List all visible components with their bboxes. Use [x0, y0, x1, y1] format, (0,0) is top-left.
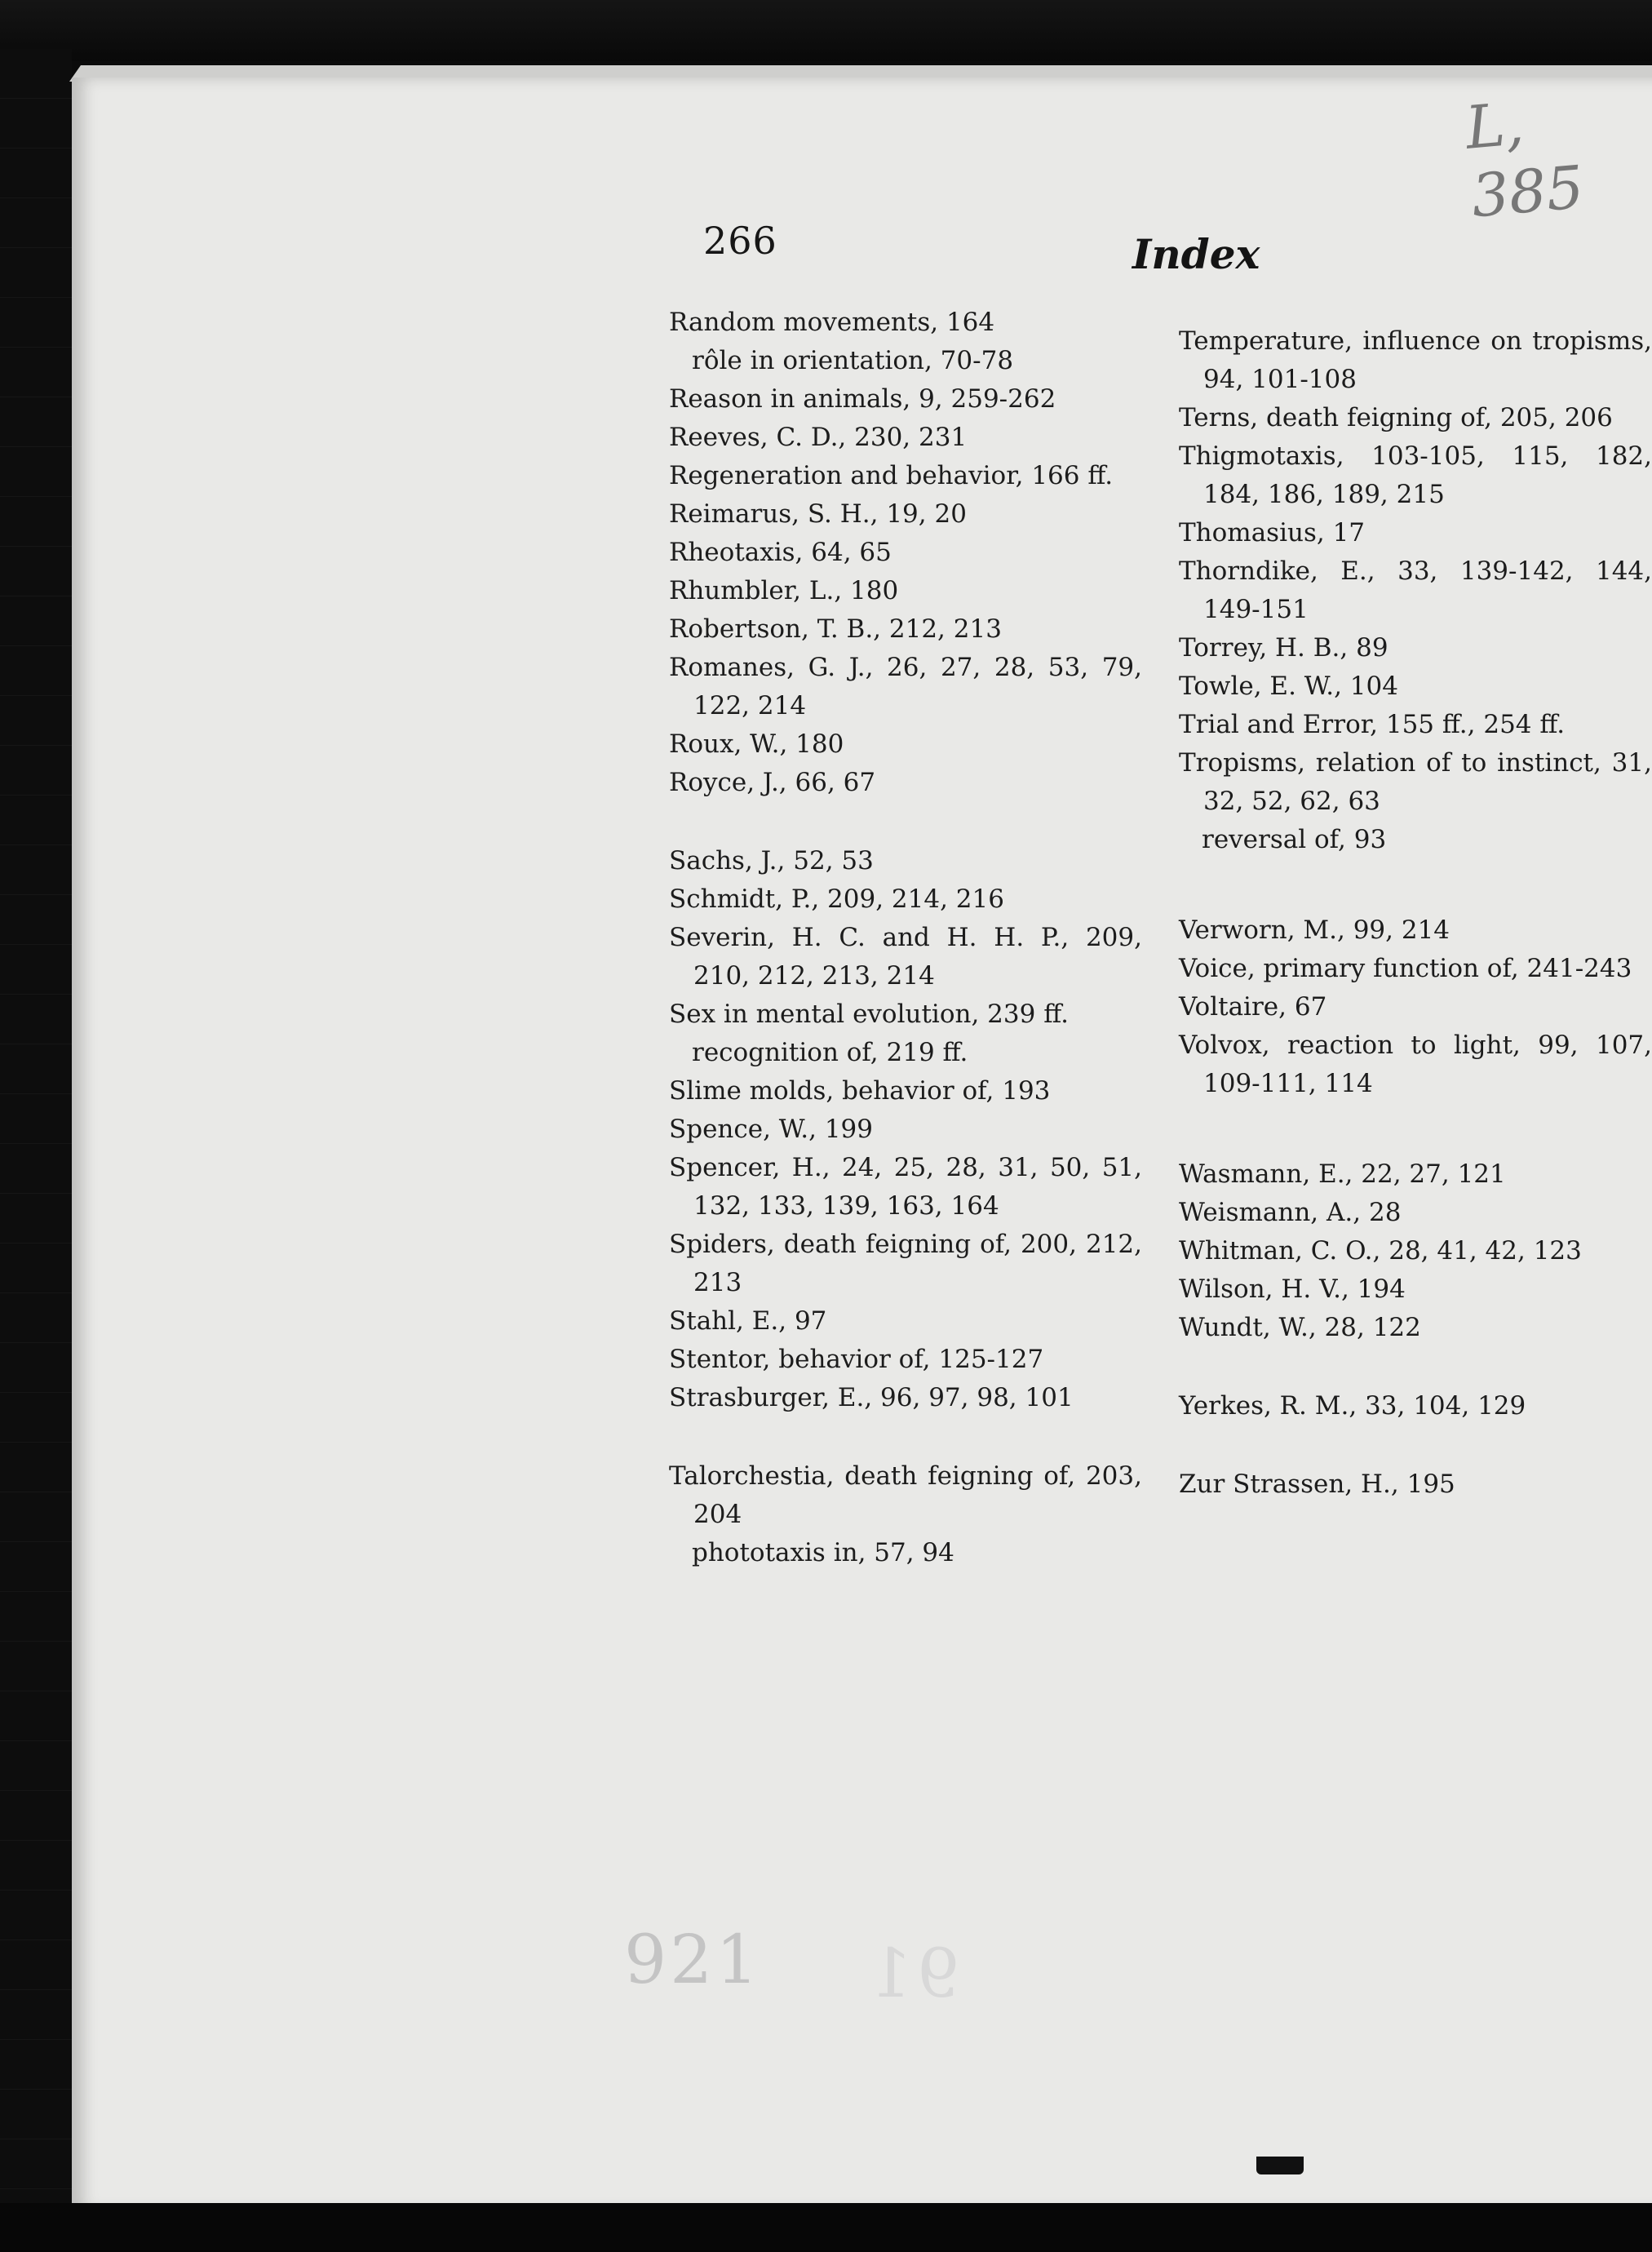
- index-entry: Sachs, J., 52, 53: [669, 846, 874, 876]
- index-subentry: rôle in orientation, 70-78: [692, 346, 1014, 375]
- page-number: 266: [703, 219, 777, 263]
- index-entry: Voice, primary function of, 241-243: [1179, 954, 1632, 983]
- index-entry: Wasmann, E., 22, 27, 121: [1179, 1159, 1506, 1189]
- letter-group-gap: [1179, 1103, 1652, 1155]
- index-entry: Wilson, H. V., 194: [1179, 1275, 1406, 1304]
- film-edge-left: [0, 49, 72, 2219]
- index-entry: Stahl, E., 97: [669, 1306, 827, 1336]
- index-entry: Rheotaxis, 64, 65: [669, 538, 892, 567]
- index-entry: Romanes, G. J., 26, 27, 28, 53, 79, 122, 214: [669, 653, 1142, 720]
- letter-group-gap: [1179, 1425, 1652, 1465]
- index-entry: Voltaire, 67: [1179, 992, 1327, 1022]
- index-subentry: phototaxis in, 57, 94: [692, 1538, 954, 1567]
- page-title: Index: [1132, 230, 1260, 278]
- index-subentry: recognition of, 219 ff.: [692, 1038, 968, 1067]
- letter-group-gap: [1179, 859, 1652, 911]
- index-entry: Severin, H. C. and H. H. P., 209, 210, 212, 213, 214: [669, 923, 1142, 991]
- faint-stamp-number: 91: [865, 1935, 960, 2013]
- index-entry: Reason in animals, 9, 259-262: [669, 384, 1056, 414]
- index-entry: Roux, W., 180: [669, 729, 844, 759]
- index-column-left: [669, 304, 1142, 1572]
- index-entry: Random movements, 164: [669, 308, 995, 337]
- index-entry: Reeves, C. D., 230, 231: [669, 423, 968, 452]
- index-entry: Spiders, death feigning of, 200, 212, 213: [669, 1230, 1142, 1297]
- letter-group-gap: [669, 802, 1142, 842]
- index-entry: Schmidt, P., 209, 214, 216: [669, 884, 1004, 914]
- index-entry: Regeneration and behavior, 166 ff.: [669, 461, 1114, 490]
- letter-group-gap: [1179, 1347, 1652, 1387]
- index-entry: Terns, death feigning of, 205, 206: [1179, 403, 1613, 432]
- film-edge-top: [0, 0, 1652, 61]
- film-edge-bottom: [0, 2203, 1652, 2252]
- index-entry: Rhumbler, L., 180: [669, 576, 899, 605]
- index-entry: Wundt, W., 28, 122: [1179, 1313, 1421, 1342]
- index-entry: Sex in mental evolution, 239 ff.: [669, 1000, 1069, 1029]
- index-entry: Thomasius, 17: [1179, 518, 1366, 547]
- index-entry: Verworn, M., 99, 214: [1179, 915, 1450, 945]
- index-entry: Weismann, A., 28: [1179, 1198, 1402, 1227]
- index-entry: Thorndike, E., 33, 139-142, 144, 149-151: [1179, 556, 1652, 624]
- index-entry: Zur Strassen, H., 195: [1179, 1470, 1455, 1499]
- index-entry: Volvox, reaction to light, 99, 107, 109-111, 114: [1179, 1031, 1652, 1098]
- index-entry: Torrey, H. B., 89: [1179, 633, 1388, 663]
- letter-group-gap: [669, 1417, 1142, 1457]
- index-column-right: [1179, 322, 1652, 1504]
- index-entry: Towle, E. W., 104: [1179, 672, 1398, 701]
- library-stamp-number: 921: [624, 1922, 762, 1999]
- index-entry: Whitman, C. O., 28, 41, 42, 123: [1179, 1236, 1582, 1266]
- index-entry: Royce, J., 66, 67: [669, 768, 876, 797]
- index-entry: Temperature, influence on tropisms, 94, 101-108: [1179, 326, 1652, 394]
- index-entry: Trial and Error, 155 ff., 254 ff.: [1179, 710, 1566, 739]
- index-entry: Strasburger, E., 96, 97, 98, 101: [669, 1383, 1074, 1412]
- index-entry: Slime molds, behavior of, 193: [669, 1076, 1051, 1106]
- index-entry: Reimarus, S. H., 19, 20: [669, 499, 967, 529]
- index-entry: Spencer, H., 24, 25, 28, 31, 50, 51, 132, 133, 139, 163, 164: [669, 1153, 1142, 1221]
- index-entry: Thigmotaxis, 103-105, 115, 182, 184, 186, 189, 215: [1179, 441, 1652, 509]
- index-entry: Yerkes, R. M., 33, 104, 129: [1179, 1391, 1526, 1421]
- index-entry: Stentor, behavior of, 125-127: [669, 1345, 1044, 1374]
- index-entry: Robertson, T. B., 212, 213: [669, 614, 1002, 644]
- index-entry: Talorchestia, death feigning of, 203, 204: [669, 1461, 1142, 1529]
- index-subentry: reversal of, 93: [1202, 825, 1387, 854]
- index-entry: Spence, W., 199: [669, 1115, 873, 1144]
- index-entry: Tropisms, relation of to instinct, 31, 32, 52, 62, 63: [1179, 748, 1652, 816]
- page-clip: [1256, 2157, 1304, 2174]
- handwritten-corner-note: L, 385: [1463, 88, 1587, 231]
